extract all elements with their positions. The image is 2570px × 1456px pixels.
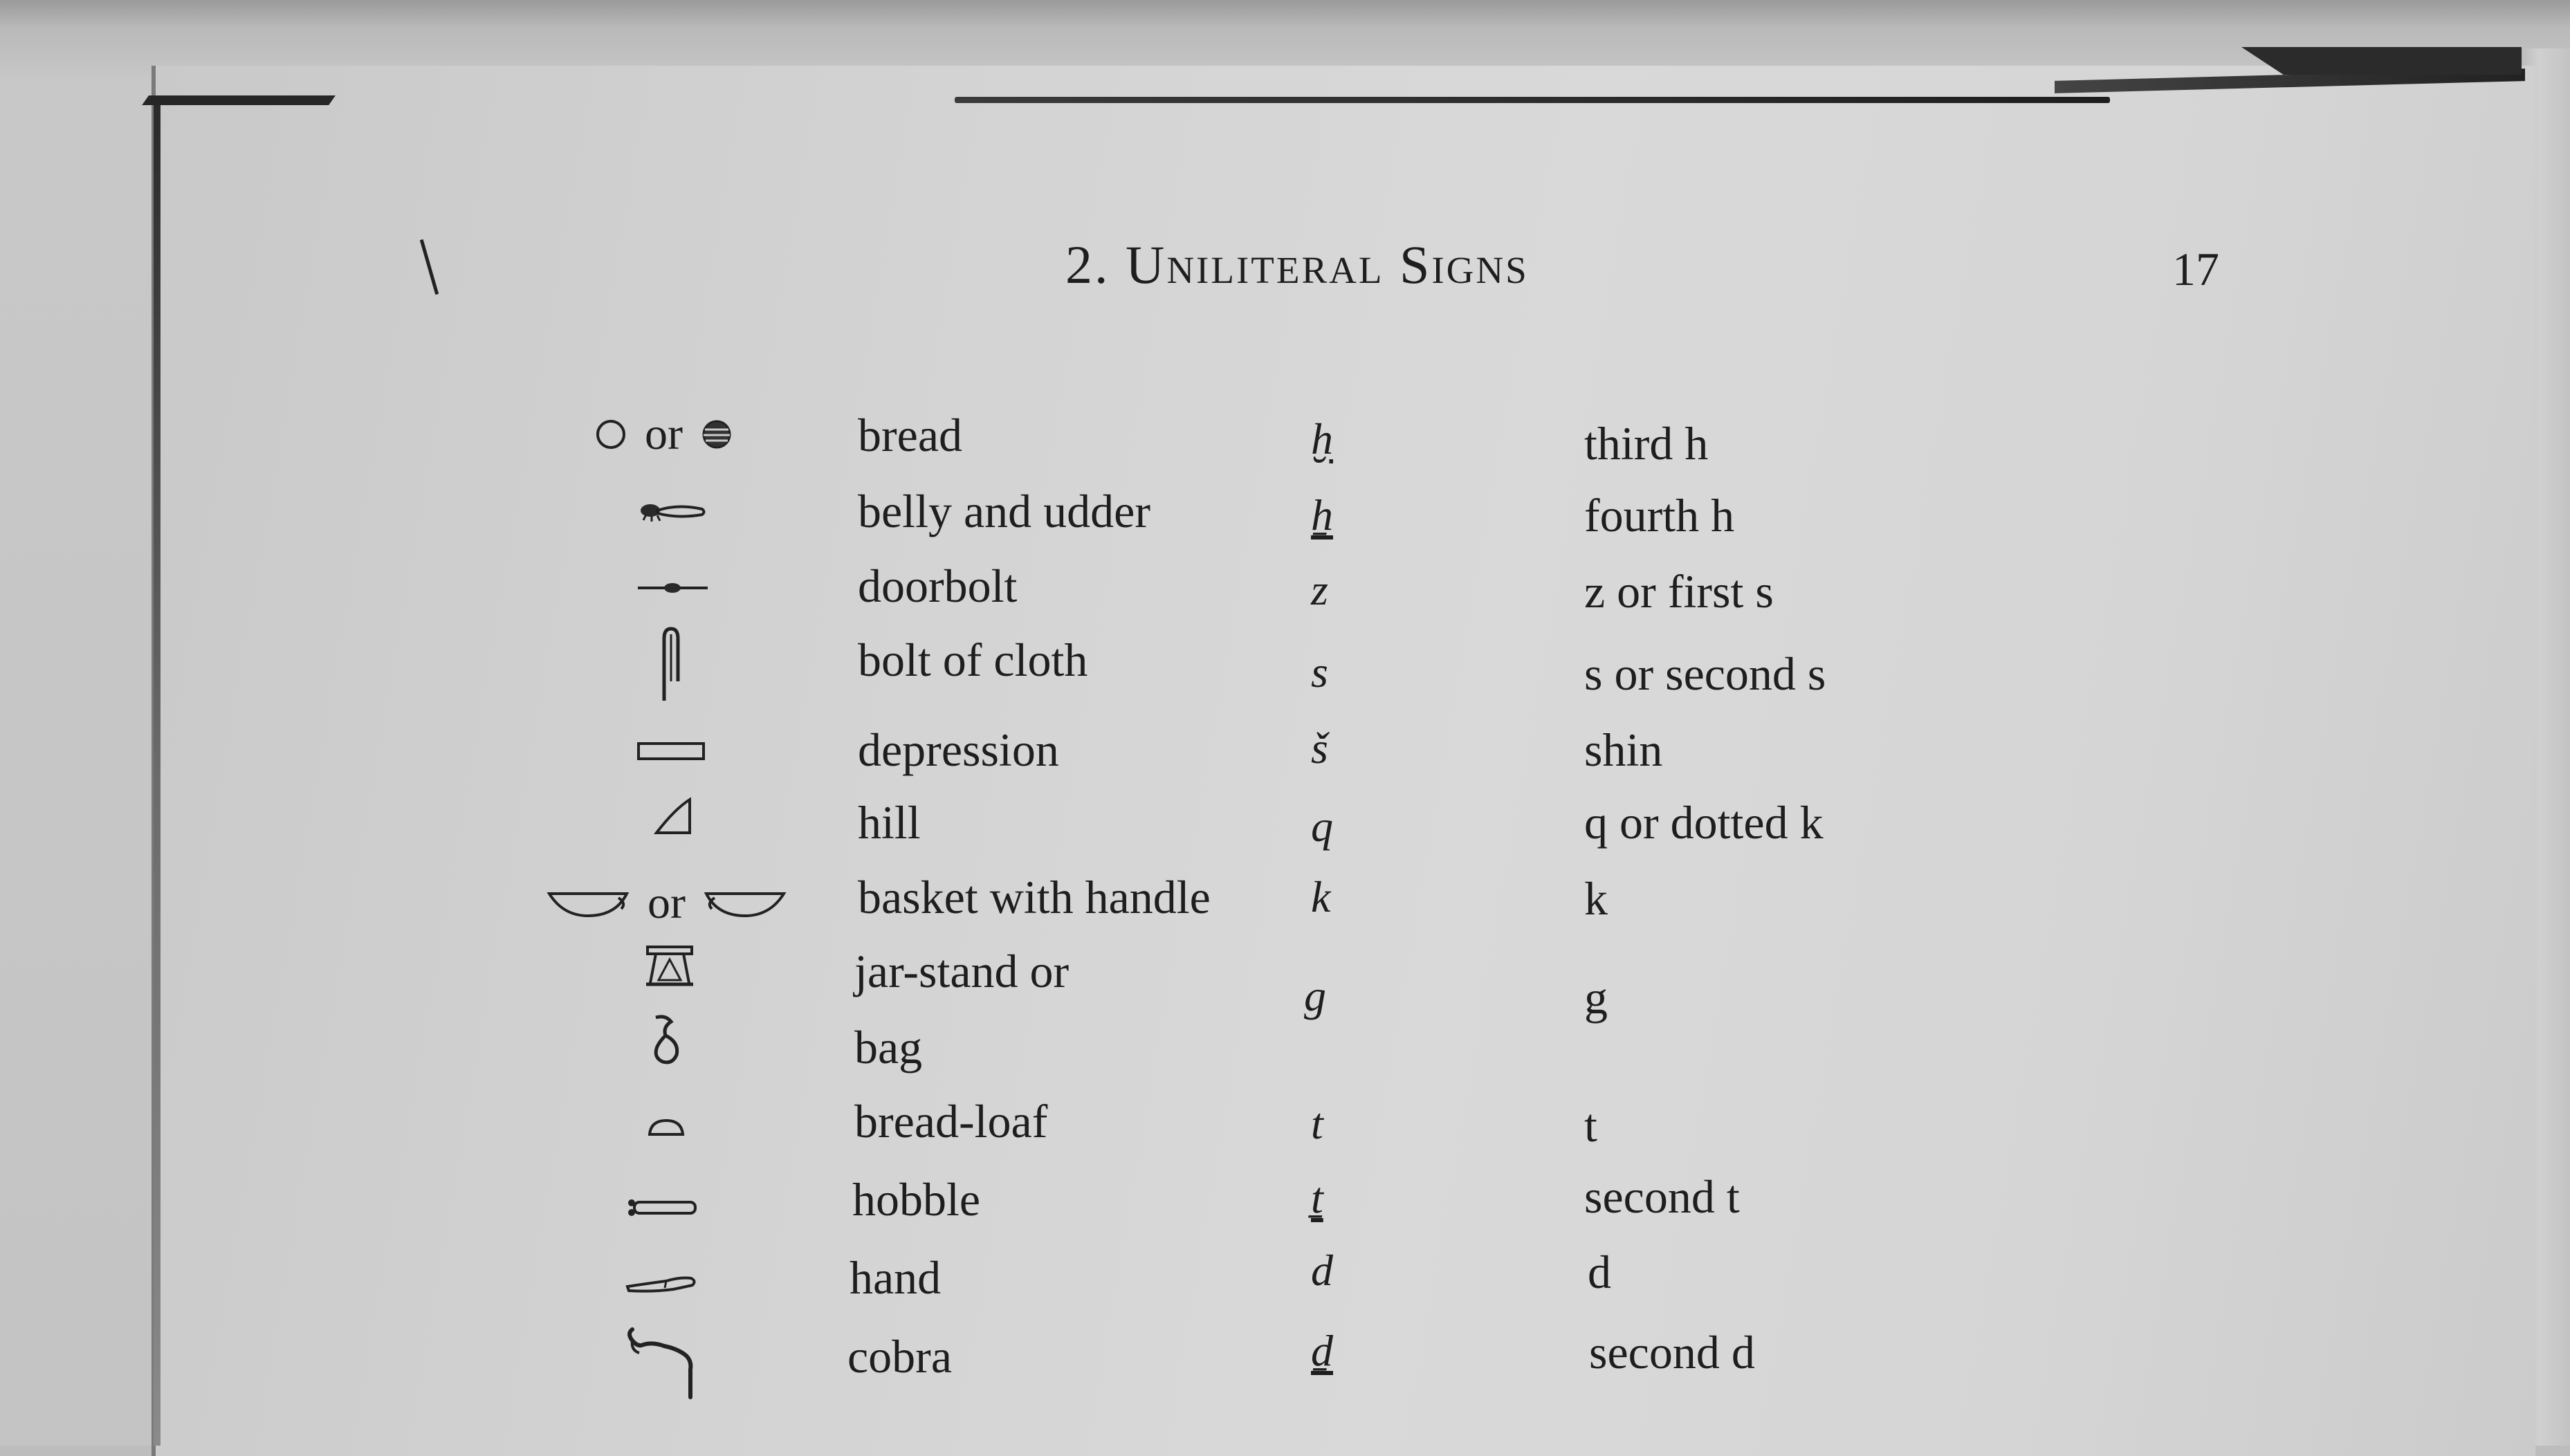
basket-right-icon: [704, 888, 787, 919]
sign-transliteration: s: [1311, 647, 1328, 697]
sign-sound-value: k: [1584, 872, 1608, 925]
sign-row-hobble: [0, 1172, 2570, 1242]
sign-row-hand: [0, 1246, 2570, 1320]
page-corner-shadow: [2241, 47, 2522, 75]
sign-meaning: hand: [850, 1251, 942, 1304]
sign-row-doorbolt: [0, 559, 2570, 628]
sign-sound-value: second d: [1589, 1326, 1755, 1379]
running-head: 2. Uniliteral Signs: [1065, 234, 1529, 295]
sign-transliteration: š: [1311, 724, 1328, 773]
sign-meaning: bread-loaf: [854, 1095, 1048, 1148]
sign-cell: [659, 626, 683, 702]
sign-cell: [595, 408, 733, 461]
sign-meaning: belly and udder: [858, 485, 1150, 537]
sign-sound-value: second t: [1584, 1170, 1740, 1223]
sign-row-hill: [0, 795, 2570, 865]
doorbolt-icon: [636, 580, 709, 596]
sign-transliteration: t: [1311, 1099, 1323, 1148]
jar-stand-icon: [643, 944, 696, 988]
belly-udder-icon: [636, 498, 709, 526]
cobra-icon: [623, 1325, 699, 1401]
hobble-rope-icon: [626, 1197, 699, 1218]
sign-meaning: doorbolt: [858, 560, 1018, 612]
hatched-circle-icon: [701, 418, 733, 450]
sign-meaning: bag: [854, 1021, 923, 1073]
hand-icon: [625, 1271, 698, 1295]
bag-icon: [650, 1013, 685, 1066]
sign-row-bread-loaf: [0, 1094, 2570, 1163]
sign-cell: [643, 944, 696, 988]
sign-meaning: hill: [858, 796, 921, 849]
sign-meaning: jar-stand or: [854, 945, 1070, 997]
sign-meaning: bolt of cloth: [858, 634, 1088, 686]
sign-row-bread: [0, 408, 2570, 477]
sign-transliteration: ṯ: [1311, 1173, 1323, 1222]
sign-cell: [647, 1118, 686, 1137]
sign-sound-value: g: [1584, 971, 1608, 1024]
circle-outline-icon: [595, 418, 627, 450]
page-number: 17: [2172, 243, 2219, 295]
sign-row-bolt-of-cloth: [0, 633, 2570, 702]
sign-transliteration: q: [1311, 802, 1333, 851]
sign-sound-value: z or first s: [1584, 565, 1774, 618]
sign-row-belly-and-udder: [0, 484, 2570, 553]
sign-meaning: basket with handle: [858, 871, 1211, 923]
printed-rule-top: [955, 97, 2110, 103]
sign-sound-value: s or second s: [1584, 647, 1826, 700]
sign-sound-value: shin: [1584, 724, 1663, 776]
sign-cell: [625, 1271, 698, 1295]
sign-cell: [623, 1325, 699, 1401]
sign-meaning: hobble: [852, 1173, 981, 1226]
sign-joiner: or: [648, 878, 686, 928]
sign-row-jar-stand: [0, 944, 2570, 1013]
bread-loaf-icon: [647, 1118, 686, 1137]
sign-cell: [626, 1197, 699, 1218]
sign-sound-value: d: [1588, 1246, 1611, 1298]
folded-cloth-icon: [659, 626, 683, 702]
basket-left-icon: [547, 888, 630, 919]
sign-meaning: depression: [858, 724, 1059, 776]
sign-sound-value: fourth h: [1584, 489, 1735, 542]
sign-meaning: cobra: [847, 1330, 953, 1383]
sign-transliteration: ẖ: [1311, 490, 1333, 540]
sign-cell: [636, 498, 709, 526]
pool-rectangle-icon: [636, 741, 706, 762]
sign-cell: [636, 580, 709, 596]
sign-transliteration: d: [1311, 1246, 1333, 1295]
sign-transliteration: ḏ: [1311, 1326, 1333, 1375]
sign-row-cobra: [0, 1326, 2570, 1399]
sign-meaning: bread: [858, 409, 963, 461]
sign-sound-value: t: [1584, 1099, 1597, 1152]
sign-cell: [636, 741, 706, 762]
sign-row-basket-with-handle: [0, 870, 2570, 939]
sign-sound-value: third h: [1584, 417, 1709, 470]
hill-slope-icon: [654, 795, 695, 837]
sign-cell: [650, 1013, 685, 1066]
sign-transliteration: ḫ: [1311, 414, 1333, 463]
sign-row-depression: [0, 723, 2570, 792]
printed-rule-left: [142, 95, 336, 105]
sign-joiner: or: [645, 409, 683, 459]
sign-transliteration: k: [1311, 872, 1331, 921]
sign-sound-value: q or dotted k: [1584, 796, 1824, 849]
sign-transliteration: g: [1304, 971, 1326, 1020]
sign-transliteration: z: [1311, 565, 1328, 614]
sign-cell: [654, 795, 695, 837]
sign-cell: [547, 877, 787, 930]
